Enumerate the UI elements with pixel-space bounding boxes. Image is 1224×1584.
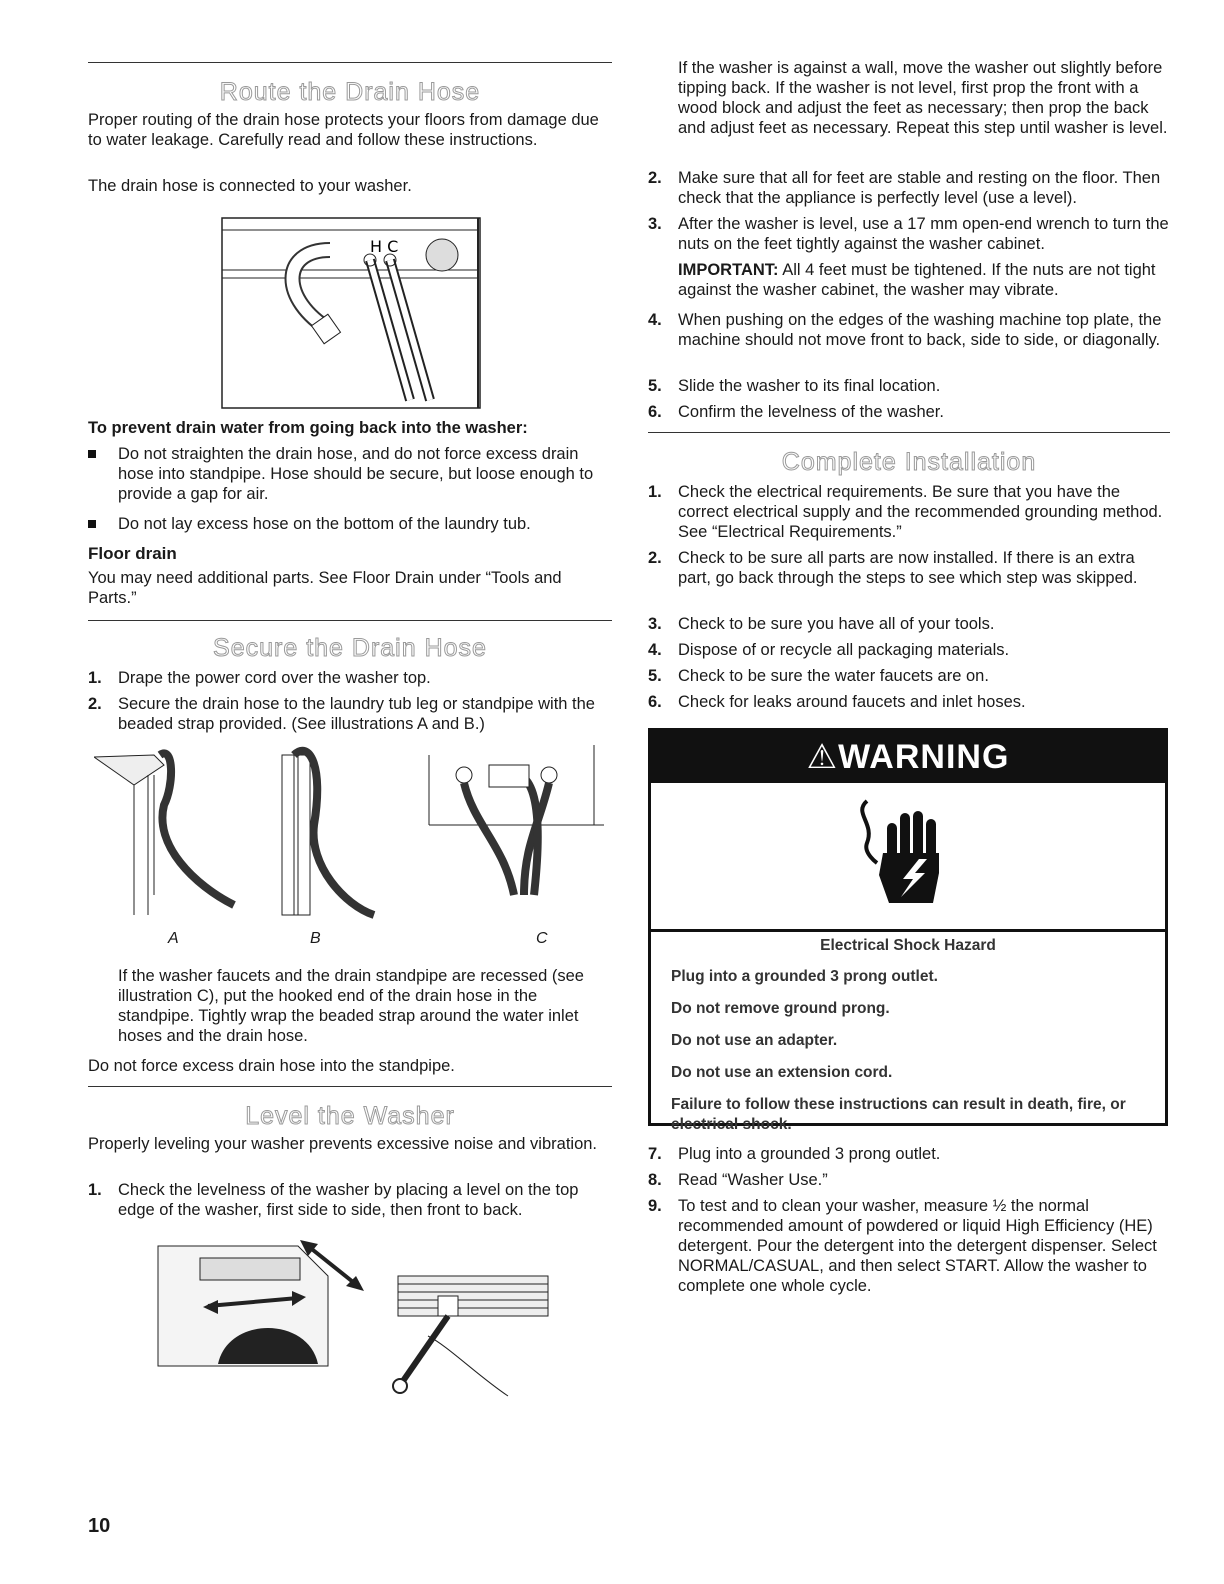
secure-section-title: Secure the Drain Hose [213,634,487,662]
force-text: Do not force excess drain hose into the standpipe. [88,1057,455,1075]
prevent-heading: To prevent drain water from going back into the washer: [88,419,528,437]
bullet-icon [88,520,96,528]
warning-header: ⚠WARNING [651,731,1165,783]
list-item: 2. Check to be sure all parts are now installed. If there is an extra part, go back through the steps to see which step was skipped. [648,549,1138,587]
list-item: 1. Check the levelness of the washer by placing a level on the top edge of the washer, first side to side, then front to back. [88,1181,579,1219]
list-item: 8. Read “Washer Use.” [648,1171,828,1189]
list-item: 1. Drape the power cord over the washer top. [88,669,431,687]
warning-icon-area [651,783,1165,932]
complete-section-title: Complete Installation [781,448,1037,476]
warning-line: Do not remove ground prong. [671,1000,890,1017]
section-divider [88,62,612,63]
warning-line: Do not use an adapter. [671,1032,838,1049]
important-note: IMPORTANT: All 4 feet must be tightened. If the nuts are not tight against the washer cabinet, the washer may vibrate. [678,261,1156,299]
list-item: 3. Check to be sure you have all of your tools. [648,615,995,633]
list-item: 2. Secure the drain hose to the laundry tub leg or standpipe with the beaded strap provided. (See illustrations A and B.) [88,695,595,733]
list-item: 4. Dispose of or recycle all packaging materials. [648,641,1010,659]
list-item: 5. Check to be sure the water faucets are on. [648,667,989,685]
drain-hose-connection-illustration [220,210,580,410]
list-item: 5. Slide the washer to its final location. [648,377,941,395]
caption-b: B [310,930,321,947]
list-item: 1. Check the electrical requirements. Be sure that you have the correct electrical supply and the recommended grounding method. See “Electrical Requirements.” [648,483,1163,541]
hazard-title: Electrical Shock Hazard [820,937,996,954]
svg-text:H C: H C [370,237,399,256]
list-item: 6. Check for leaks around faucets and inlet hoses. [648,693,1026,711]
bullet-icon [88,450,96,458]
floor-drain-heading: Floor drain [88,544,177,563]
list-item: 6. Confirm the levelness of the washer. [648,403,944,421]
section-divider [648,432,1170,433]
level-intro: Properly leveling your washer prevents excessive noise and vibration. [88,1135,598,1153]
caption-a: A [168,930,179,947]
list-item: 4. When pushing on the edges of the washing machine top plate, the machine should not move front to back, side to side, or diagonally. [648,311,1162,349]
page-number: 10 [88,1515,111,1537]
electrical-shock-hand-icon [845,793,965,913]
section-divider [88,1086,612,1087]
warning-line: Failure to follow these instructions can result in death, fire, or electrical shock. [671,1096,1126,1133]
caption-c: C [536,930,548,947]
leveling-illustration [148,1236,568,1406]
section-divider [88,620,612,621]
floor-drain-text: You may need additional parts. See Floor Drain under “Tools and Parts.” [88,569,562,607]
list-item: Do not lay excess hose on the bottom of the laundry tub. [88,514,612,534]
list-item: 9. To test and to clean your washer, measure ½ the normal recommended amount of powdered or liquid High Efficiency (HE) detergent. Pour the detergent into the detergent dispenser. Select NORMAL/CASUAL, and then select START. Allow the washer to complete one whole cycle. [648,1197,1157,1295]
list-item: 3. After the washer is level, use a 17 mm open-end wrench to turn the nuts on the feet tightly against the washer cabinet. [648,215,1169,253]
strap-illustrations [94,745,614,925]
recessed-text: If the washer faucets and the drain standpipe are recessed (see illustration C), put the hooked end of the drain hose in the standpipe. Tightly wrap the beaded strap around the water inlet hoses and the drain hose. [118,967,584,1045]
route-connected: The drain hose is connected to your washer. [88,177,412,195]
warning-line: Plug into a grounded 3 prong outlet. [671,968,938,985]
warning-box [648,728,1168,1133]
level-continuation: If the washer is against a wall, move the washer out slightly before tipping back. If the washer is not level, first prop the front with a wood block and adjust the feet as necessary; then prop the back and adjust feet as necessary. Repeat this step until washer is level. [678,59,1168,137]
warning-line: Do not use an extension cord. [671,1064,893,1081]
list-item: 2. Make sure that all for feet are stable and resting on the floor. Then check that the appliance is perfectly level (use a level). [648,169,1161,207]
route-section-title: Route the Drain Hose [219,78,481,106]
list-item: 7. Plug into a grounded 3 prong outlet. [648,1145,941,1163]
list-item: Do not straighten the drain hose, and do not force excess drain hose into standpipe. Hose should be secure, but loose enough to provide a gap for air. [88,444,612,504]
route-intro: Proper routing of the drain hose protects your floors from damage due to water leakage. Carefully read and follow these instructions. [88,111,599,149]
level-section-title: Level the Washer [245,1102,455,1130]
